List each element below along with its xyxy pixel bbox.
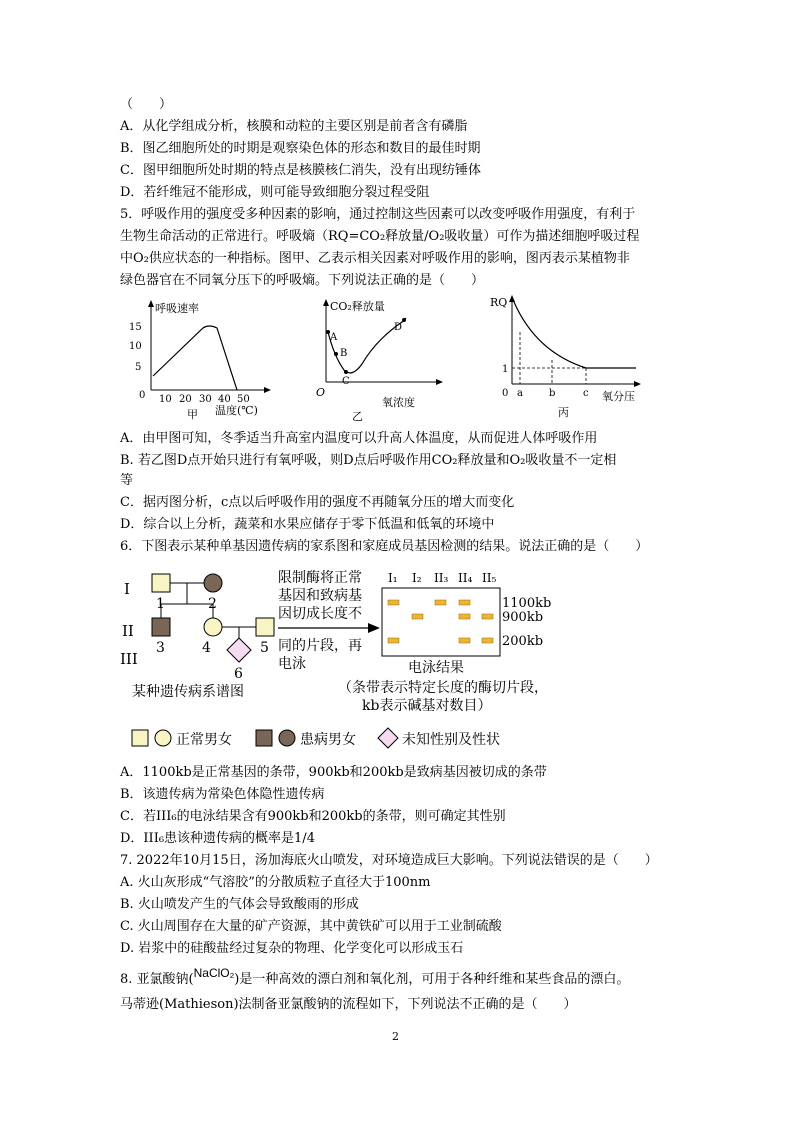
jia-xtick: 10	[159, 394, 172, 405]
gel-note-2: kb表示碱基对数目）	[362, 698, 492, 714]
q4-option-a: A．从化学组成分析，核膜和动粒的主要区别是前者含有磷脂	[120, 119, 468, 134]
q8-line-1	[120, 966, 630, 989]
q5-stem-3: 中O₂供应状态的一种指标。图甲、乙表示相关因素对呼吸作用的影响，图丙表示某植物非	[120, 251, 630, 266]
q5-stem-1: 5．呼吸作用的强度受多种因素的影响，通过控制这些因素可以改变呼吸作用强度，有利于	[120, 207, 636, 222]
q7-option-d: D. 岩浆中的硅酸盐经过复杂的物理、化学变化可以形成玉石	[120, 941, 464, 956]
jia-xtick: 20	[179, 394, 192, 405]
gel-band	[459, 638, 470, 643]
figure-pedigree-gel	[118, 560, 678, 760]
bing-caption: 丙	[558, 406, 569, 419]
bing-ytick: 1	[502, 364, 509, 375]
gel-lane-label: II₅	[482, 571, 497, 585]
gel-band	[482, 614, 493, 619]
q6-option-d: D．III₆患该种遗传病的概率是1/4	[120, 831, 315, 846]
jia-xtick: 30	[199, 394, 212, 405]
jia-caption: 甲	[187, 408, 198, 421]
jia-ylabel: 呼吸速率	[155, 302, 199, 315]
figure-yi	[312, 296, 447, 423]
gen-label-3: III	[120, 650, 138, 668]
jia-xlabel: 温度(℃)	[215, 404, 258, 417]
pedigree-num-4: 4	[202, 640, 211, 656]
pedigree-caption: 某种遗传病系谱图	[132, 684, 244, 700]
q4-stem-end: （ ）	[120, 97, 173, 112]
yi-point-d: D	[394, 322, 403, 333]
legend-normal-male	[132, 730, 148, 746]
q5-option-b: B. 若乙图D点开始只进行有氧呼吸，则D点后呼吸作用CO₂释放量和O₂吸收量不一定相	[120, 453, 617, 468]
q7-option-a: A. 火山灰形成“气溶胶”的分散质粒子直径大于100nm	[120, 875, 431, 890]
legend-affected-male	[256, 730, 272, 746]
gel-band	[459, 614, 470, 619]
q4-option-b: B．图乙细胞所处的时期是观察染色体的形态和数目的最佳时期	[120, 141, 481, 156]
pedigree-3-affected-male	[152, 618, 170, 636]
q6-option-c: C．若III₆的电泳结果含有900kb和200kb的条带，则可确定其性别	[120, 809, 506, 824]
bing-ylabel: RQ	[490, 296, 508, 309]
gel-size-label: 200kb	[502, 634, 544, 649]
q8-text-b: )是一种高效的漂白剂和氧化剂，可用于各种纤维和某些食品的漂白。	[234, 972, 630, 987]
bing-curve	[514, 302, 636, 368]
gel-band	[459, 600, 470, 605]
gel-note-1: （条带表示特定长度的酶切片段，	[338, 680, 548, 696]
gel-size-label: 1100kb	[502, 596, 552, 611]
bing-xtick: c	[583, 388, 589, 399]
gel-lane-label: I₂	[412, 571, 422, 585]
arrow-text-2: 基因和致病基	[278, 588, 362, 604]
q4-option-c: C．图甲细胞所处时期的特点是核膜核仁消失，没有出现纺锤体	[120, 163, 481, 178]
q6-stem: 6．下图表示某种单基因遗传病的家系图和家庭成员基因检测的结果。说法正确的是（ ）	[120, 539, 649, 554]
gel-size-label: 900kb	[502, 610, 544, 625]
legend-unknown	[378, 728, 398, 748]
q6-option-b: B．该遗传病为常染色体隐性遗传病	[120, 787, 325, 802]
gel-band	[435, 600, 446, 605]
jia-ytick: 5	[135, 362, 142, 373]
gel-band	[482, 638, 493, 643]
gen-label-1: I	[124, 580, 130, 598]
legend-normal-text: 正常男女	[176, 732, 232, 748]
jia-xtick: 40	[218, 394, 231, 405]
gel-box	[382, 588, 500, 656]
legend-unknown-text: 未知性别及性状	[402, 732, 500, 748]
bing-xlabel: 氧分压	[602, 390, 635, 403]
figure-jia	[125, 298, 275, 423]
q5-option-b-cont: 等	[120, 473, 134, 488]
jia-origin: 0	[139, 390, 146, 401]
bing-xtick: a	[517, 388, 523, 399]
pedigree-num-5: 5	[260, 640, 269, 656]
q6-option-a: A．1100kb是正常基因的条带，900kb和200kb是致病基因被切成的条带	[120, 765, 547, 780]
q5-option-a: A．由甲图可知，冬季适当升高室内温度可以升高人体温度，从而促进人体呼吸作用	[120, 431, 598, 446]
pedigree-1-normal-male	[152, 574, 170, 592]
pedigree-5-normal-male	[256, 618, 274, 636]
jia-ytick: 10	[129, 341, 142, 352]
pedigree-4-normal-female	[204, 618, 222, 636]
jia-curve	[153, 326, 237, 390]
q7-stem: 7. 2022年10月15日，汤加海底火山喷发，对环境造成巨大影响。下列说法错误的是（ ）	[120, 853, 658, 868]
q8-text-a: 8. 亚氯酸钠(	[120, 972, 194, 987]
pedigree-num-2: 2	[208, 596, 217, 612]
legend-affected-female	[279, 730, 295, 746]
arrow-text-4: 同的片段，再	[278, 638, 362, 654]
figure-bing	[486, 292, 656, 423]
yi-point-a: A	[330, 332, 338, 343]
gel-lane-label: II₄	[458, 571, 473, 585]
gen-label-2: II	[122, 622, 134, 640]
q7-option-b: B. 火山喷发产生的气体会导致酸雨的形成	[120, 897, 359, 912]
q5-option-d: D．综合以上分析，蔬菜和水果应储存于零下低温和低氧的环境中	[120, 517, 495, 532]
yi-origin: O	[316, 386, 326, 399]
gel-caption: 电泳结果	[408, 660, 464, 676]
legend-affected-text: 患病男女	[300, 732, 356, 748]
page-number: 2	[392, 1030, 399, 1043]
pedigree-num-3: 3	[156, 640, 165, 656]
bing-origin: 0	[502, 388, 509, 399]
q5-stem-2: 生物生命活动的正常进行。呼吸熵（RQ=CO₂释放量/O₂吸收量）可作为描述细胞呼吸过程	[120, 229, 640, 244]
legend-normal-female	[155, 730, 171, 746]
pedigree-2-affected-female	[204, 574, 222, 592]
gel-band	[388, 638, 399, 643]
q5-option-c: C．据丙图分析，c点以后呼吸作用的强度不再随氧分压的增大而变化	[120, 495, 515, 510]
gel-lane-label: I₁	[388, 571, 398, 585]
jia-ytick: 15	[129, 322, 142, 333]
arrow-text-1: 限制酶将正常	[278, 570, 362, 586]
yi-ylabel: CO₂释放量	[330, 300, 385, 313]
jia-xtick: 50	[237, 394, 250, 405]
gel-lane-label: II₃	[434, 571, 449, 585]
q7-option-c: C. 火山周围存在大量的矿产资源，其中黄铁矿可以用于工业制硫酸	[120, 919, 502, 934]
arrow-text-3: 因切成长度不	[278, 606, 362, 622]
gel-band	[388, 600, 399, 605]
yi-xlabel: 氧浓度	[382, 396, 415, 409]
arrow-text-5: 电泳	[278, 656, 306, 672]
yi-point-c: C	[342, 376, 350, 387]
q8-line-2: 马蒂逊(Mathieson)法制备亚氯酸钠的流程如下，下列说法不正确的是（ ）	[120, 997, 577, 1012]
yi-caption: 乙	[352, 410, 363, 423]
pedigree-num-1: 1	[156, 596, 165, 612]
pedigree-num-6: 6	[234, 666, 243, 682]
q4-option-d: D．若纤维冠不能形成，则可能导致细胞分裂过程受阻	[120, 185, 430, 200]
gel-band	[412, 614, 423, 619]
q8-formula: NaClO₂	[193, 966, 235, 980]
yi-point-b: B	[340, 348, 348, 359]
q5-stem-4: 绿色器官在不同氧分压下的呼吸熵。下列说法正确的是（ ）	[120, 273, 485, 288]
pedigree-6-unknown	[227, 638, 251, 662]
bing-xtick: b	[549, 388, 556, 399]
